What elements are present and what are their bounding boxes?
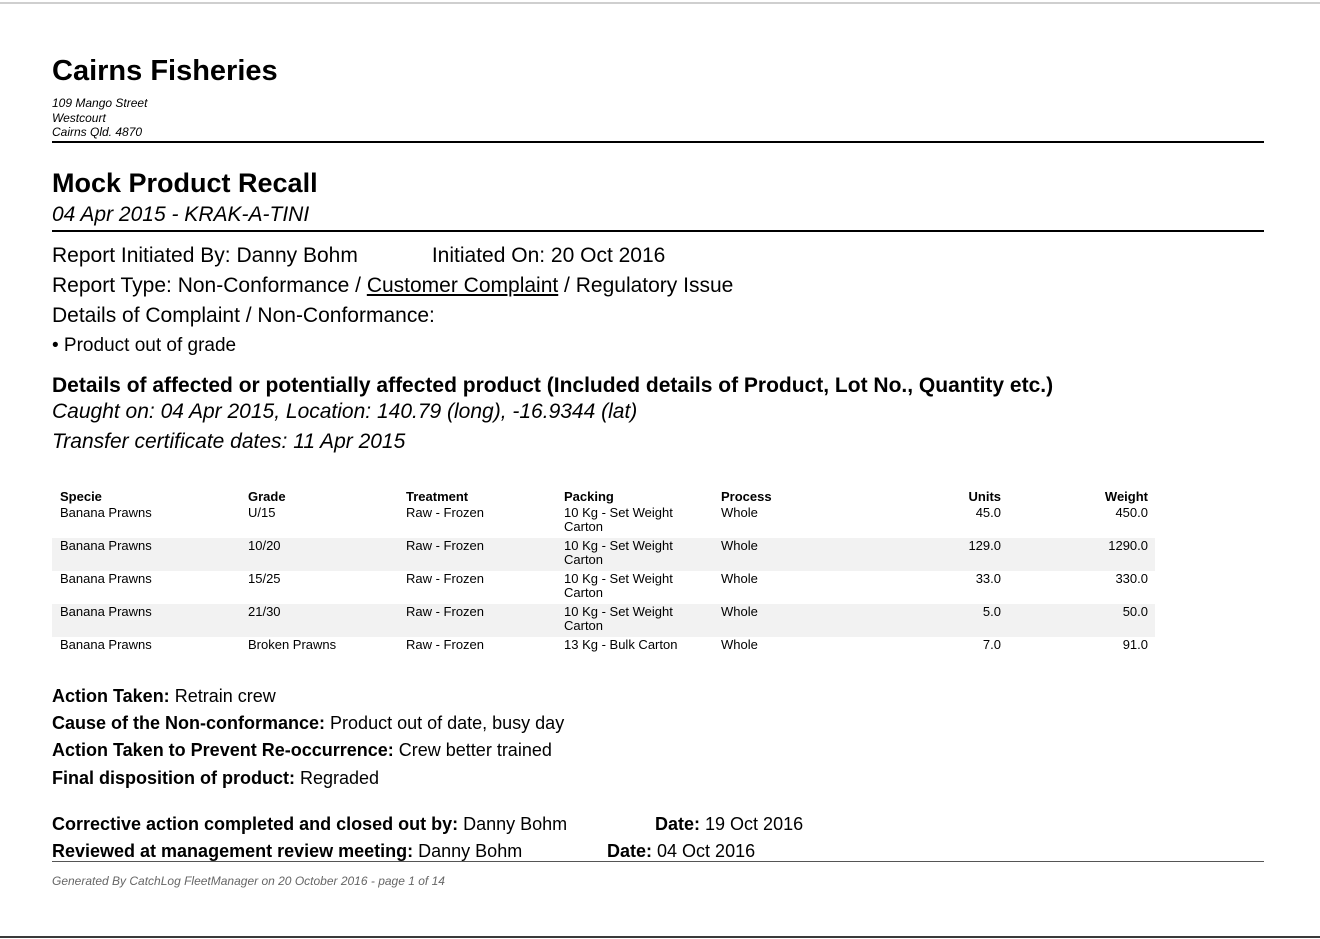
footer-divider: [52, 861, 1264, 862]
cell-grade: U/15: [248, 505, 276, 520]
cause-label: Cause of the Non-conformance:: [52, 713, 326, 733]
closed-out-by: Danny Bohm: [463, 814, 568, 834]
cell-process: Whole: [713, 604, 883, 637]
report-type-label: Report Type:: [52, 274, 172, 297]
cell-units: 129.0: [883, 538, 1008, 571]
review-label: Reviewed at management review meeting:: [52, 841, 414, 861]
table-row: [52, 571, 1155, 604]
cell-treatment: Raw - Frozen: [406, 637, 485, 652]
initiated-on-value: 20 Oct 2016: [550, 244, 666, 267]
col-header-weight: Weight: [1104, 489, 1148, 504]
initiated-by-value: Danny Bohm: [236, 244, 358, 267]
cell-packing: 10 Kg - Set Weight Carton: [556, 538, 713, 571]
col-header-treatment: Treatment: [406, 489, 469, 504]
cell-treatment: Raw - Frozen: [406, 505, 485, 520]
complaint-detail-item: • Product out of grade: [52, 335, 237, 356]
report-type-line: [52, 274, 733, 298]
prevent-label: Action Taken to Prevent Re-occurrence:: [52, 740, 394, 760]
report-type-regulatory: Regulatory Issue: [575, 274, 734, 297]
closed-date-value: 19 Oct 2016: [705, 814, 804, 834]
closed-out-line: [52, 814, 804, 835]
cause-line: [52, 713, 564, 734]
complaint-details-label: Details of Complaint / Non-Conformance:: [52, 304, 435, 327]
report-type-nonconformance: Non-Conformance: [177, 274, 350, 297]
cell-packing: 10 Kg - Set Weight Carton: [564, 571, 673, 600]
prevent-line: [52, 740, 552, 761]
cell-process: Whole: [713, 538, 883, 571]
cell-units: 33.0: [975, 571, 1001, 586]
report-type-separator: /: [349, 274, 367, 297]
table-row: [52, 604, 1155, 637]
cell-specie: Banana Prawns: [60, 505, 152, 520]
action-taken-line: [52, 686, 276, 707]
action-taken-label: Action Taken:: [52, 686, 170, 706]
table-row: [52, 637, 1155, 658]
cell-specie: Banana Prawns: [52, 538, 240, 571]
cell-specie: Banana Prawns: [60, 637, 152, 652]
disposition-value: Regraded: [300, 768, 380, 788]
cell-grade: 21/30: [240, 604, 398, 637]
report-type-separator: /: [558, 274, 576, 297]
cell-weight: 91.0: [1122, 637, 1148, 652]
cell-process: Whole: [721, 571, 758, 586]
cell-process: Whole: [721, 637, 758, 652]
caught-details: Caught on: 04 Apr 2015, Location: 140.79 (long), -16.9344 (lat): [52, 400, 638, 423]
cell-specie: Banana Prawns: [60, 571, 152, 586]
cell-units: 7.0: [982, 637, 1001, 652]
cell-weight: 1290.0: [1008, 538, 1155, 571]
initiated-line: [52, 244, 665, 268]
col-header-grade: Grade: [248, 489, 286, 504]
cell-grade: Broken Prawns: [248, 637, 337, 652]
address-line: Westcourt: [52, 110, 106, 125]
table-header-row: [52, 486, 1155, 505]
cell-units: 45.0: [975, 505, 1001, 520]
cell-specie: Banana Prawns: [52, 604, 240, 637]
cell-weight: 450.0: [1115, 505, 1148, 520]
disposition-line: [52, 768, 379, 789]
title-divider: [52, 230, 1264, 232]
cause-value: Product out of date, busy day: [330, 713, 565, 733]
cell-packing: 10 Kg - Set Weight Carton: [564, 505, 673, 534]
review-date-value: 04 Oct 2016: [657, 841, 756, 861]
cell-weight: 330.0: [1115, 571, 1148, 586]
closed-out-date: [655, 814, 803, 835]
header-divider: [52, 141, 1264, 143]
prevent-value: Crew better trained: [398, 740, 552, 760]
report-type-customer-complaint: Customer Complaint: [366, 274, 559, 297]
table-row: [52, 505, 1155, 538]
page-bottom-border: [0, 936, 1320, 938]
page-footer: Generated By CatchLog FleetManager on 20 October 2016 - page 1 of 14: [52, 874, 445, 888]
transfer-certificate-dates: Transfer certificate dates: 11 Apr 2015: [52, 430, 406, 453]
company-address: [52, 96, 147, 140]
initiated-by-label: Report Initiated By:: [52, 244, 231, 267]
address-line: Cairns Qld. 4870: [52, 125, 143, 139]
company-name: Cairns Fisheries: [52, 55, 278, 87]
col-header-units: Units: [968, 489, 1001, 504]
cell-treatment: Raw - Frozen: [398, 604, 556, 637]
product-table: [52, 486, 1155, 658]
action-taken-value: Retrain crew: [174, 686, 276, 706]
initiated-on-label: Initiated On:: [431, 244, 546, 267]
col-header-process: Process: [721, 489, 772, 504]
closed-out-label: Corrective action completed and closed out by:: [52, 814, 459, 834]
col-header-specie: Specie: [60, 489, 102, 504]
page-top-border: [0, 2, 1320, 4]
cell-process: Whole: [721, 505, 758, 520]
cell-grade: 10/20: [240, 538, 398, 571]
closed-date-label: Date:: [655, 814, 701, 834]
cell-treatment: Raw - Frozen: [398, 538, 556, 571]
report-title: Mock Product Recall: [52, 168, 318, 198]
cell-weight: 50.0: [1008, 604, 1155, 637]
affected-product-heading: Details of affected or potentially affected product (Included details of Product, Lot No., Quantity etc.): [52, 374, 1054, 397]
cell-grade: 15/25: [248, 571, 281, 586]
cell-packing: 10 Kg - Set Weight Carton: [556, 604, 713, 637]
col-header-packing: Packing: [564, 489, 614, 504]
cell-packing: 13 Kg - Bulk Carton: [564, 637, 678, 652]
disposition-label: Final disposition of product:: [52, 768, 295, 788]
review-line: [52, 841, 756, 862]
cell-treatment: Raw - Frozen: [406, 571, 485, 586]
review-date-label: Date:: [607, 841, 653, 861]
table-row: [52, 538, 1155, 571]
report-subtitle: 04 Apr 2015 - KRAK-A-TINI: [52, 203, 310, 226]
review-by: Danny Bohm: [418, 841, 523, 861]
cell-units: 5.0: [883, 604, 1008, 637]
review-date: [607, 841, 755, 862]
address-line: 109 Mango Street: [52, 96, 148, 110]
